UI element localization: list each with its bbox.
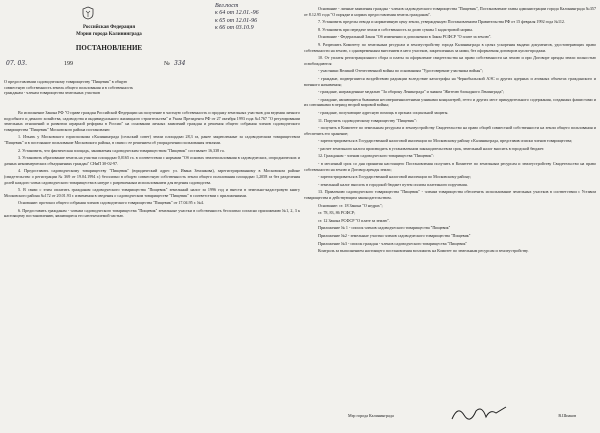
- number-label: №: [164, 61, 170, 68]
- paragraph: - земельный налог вносить в городской бюджет путем оплаты платежного поручения.: [318, 181, 468, 187]
- paragraph: 10. От уплаты регистрационного сбора и платы за оформление свидетельства на право собственности на землю и при Договоре аренды земли полностью освобождаются:: [304, 55, 596, 66]
- stamp-line: Вел.пост: [215, 3, 239, 9]
- paragraph: 1. Изъять у Московского горисполкома г.Калининграда (сельский совет) земли площадью 28,3 га, ранее закрепленные за садоводческим товариществом "Пищевик" и в постоянное пользование Московского района, в связи с ее решением об упорядочении пользования землями.: [4, 134, 300, 145]
- paragraph: Приложение № 1 - список членов садоводческого товарищества "Пищевик": [318, 225, 451, 231]
- paragraph: 6. Предоставить гражданам - членам садоводческого товарищества "Пищевик" земельные участки в собственность бесплатно согласно приложению №1, 2, 3 к настоящему постановлению, являющиеся его неотъемлемой частью.: [4, 207, 300, 219]
- paragraph: 4. Предоставить садоводческому товариществу "Пищевик" (юридический адрес ул. Ивана Землякова), зарегистрированному в Московском районе (свидетельство о регистрации № 369 от 19.04.1994 г.) бесплатно в общую совместную собственность земли общего пользования площадью 1,2058 га без разделения долей каждого члена садоводческого товарищества в натуре с разрешенным использованием для ведения садоводства.: [4, 168, 300, 185]
- paragraph: Основание: протокол общего собрания членов садоводческого товарищества "Пищевик" от 17.04.95 г. №4.: [18, 200, 204, 206]
- document-number: 334: [174, 60, 186, 68]
- paragraph: 5. В связи с этим оплатить гражданам садоводческого товарищества "Пищевик" земельный налог за 1996 год и внести в земельно-кадастровую книгу Московского района №172 от 20.01.93 г. изменения в сведения о садоводческом товариществе "Пищевик" в соответствии с приложениями.: [4, 187, 300, 198]
- paragraph: 3. Установить образование земель на участки площадью 0,0165 га. в соответствии с нормами "Об основах землепользования в садоводческих, огороднических и дачных некоммерческих объединениях граждан" СНиП 30-02-97.: [4, 155, 300, 166]
- paragraph: Во исполнение Закона РФ "О праве граждан Российской Федерации на получение в частную собственность и продажу земельных участков для ведения личного подсобного и дачного хозяйства, садоводства и индивидуального жилищного строительства" и Указа Президента РФ от 27 октября 1993 года №1767 "О регулировании земельных отношений и развитии аграрной реформы в России" на основании личных заявлений граждан и решения общего собрания членов садоводческого товарищества "Пищевик" Московского района постановляю:: [4, 109, 300, 132]
- paragraph: - получить в Комитете по земельным ресурсам и землеустройству Свидетельство на право общей совместной собственности на земли общего пользования и обеспечить его хранение;: [304, 125, 596, 136]
- paragraph: ст. 12 Закона РСФСР "О плате за землю".: [318, 217, 391, 223]
- paragraph: - зарегистрироваться в Государственной налоговой инспекции по Московскому району;: [318, 174, 471, 180]
- signature-scribble-icon: [450, 403, 508, 423]
- paragraph: 9. Разрешить Комитету по земельным ресурсам и землеустройству города Калининграда в целях ускорения выдачи документов, удостоверяющих право собственности на землю, с одновременным внесением в него участков, закрепленных за ними, без оформления договоров купли-продажи.: [304, 41, 596, 53]
- stamp-line: к 64 от 12.01.-96: [215, 10, 259, 17]
- stamp-line: к 66 от 03.10.9: [215, 25, 254, 32]
- left-column: [4, 6, 300, 429]
- paragraph: - граждане, награжденные медалью "За оборону Ленинграда" и знаком "Жителю блокадного Ленинграда";: [318, 89, 505, 95]
- year-suffix: 199: [64, 61, 73, 68]
- paragraph: - зарегистрироваться в Государственной налоговой инспекции по Московскому району г.Калининграда, представив списки членов товарищества;: [318, 138, 573, 144]
- paragraph: 7. Установить пределы отвода и нормативную цену земли, утвержденную Постановлением Правительства РФ от 15 февраля 1992 года №112.: [318, 19, 565, 25]
- document-date: 07. 03.: [6, 60, 27, 68]
- signature-block: [304, 403, 596, 423]
- paragraph: Приложение №3 - список граждан - членов садоводческого товарищества "Пищевик": [318, 240, 468, 246]
- paragraph: 12. Гражданам - членам садоводческого товарищества "Пищевик":: [318, 153, 435, 159]
- document-subject: О предоставлении садоводческому товариществу "Пищевик" в общую совместную собственность земель общего пользования и в собственность гражданам - членам товарищества земельных участков: [4, 79, 134, 96]
- paragraph: - в месячный срок со дня принятия настоящего Постановления получить в Комитете по земельным ресурсам и землеустройству Свидетельство на право собственности на землю и Договор аренды земли;: [304, 161, 596, 172]
- paragraph: - граждане, получающие адресную помощь в органах социальной защиты.: [318, 109, 449, 115]
- signer-role: Мэр города Калининграда: [348, 413, 394, 419]
- signer-name: В.Шпаков: [558, 413, 576, 419]
- paragraph: 8. Установить при передаче земли в собственность за долю суммы 1 кадастровой нормы.: [318, 26, 474, 32]
- paragraph: ст. 78, 83, 86 РСФСР;: [318, 210, 356, 216]
- paragraph: - расчет земельного налога производить в установленном законодательством срок, земельный налог вносить в городской бюджет.: [318, 145, 545, 151]
- paragraph: - граждане, являющиеся бывшими несовершеннолетними узниками концлагерей, гетто и других мест принудительного содержания, созданных фашистами и их союзниками в период второй мировой войны;: [304, 96, 596, 108]
- document-title: ПОСТАНОВЛЕНИЕ: [75, 43, 143, 52]
- paragraph: 2. Установить, что фактическая площадь, занимаемая садоводческим товариществом "Пищевик" составляет 16,338 га.: [18, 147, 225, 153]
- paragraph: Контроль за выполнением настоящего постановления возложить на Комитет по земельным ресурсам и землеустройству.: [318, 248, 529, 254]
- coat-of-arms-icon: [82, 6, 94, 20]
- paragraph: - участники Великой Отечественной войны по основаниям "Удостоверение участника войны";: [318, 68, 484, 74]
- stamp-line: к 65 от 12.01-96: [215, 17, 258, 24]
- paragraph: 11. Поручить садоводческому товариществу "Пищевик":: [318, 117, 417, 123]
- paragraph: Основание: ст. 18 Закона "О недрах";: [318, 202, 383, 208]
- header-country: Российская Федерация: [82, 24, 136, 30]
- paragraph: Приложение №2 - земельные участки членов садоводческого товарищества "Пищевик": [318, 233, 471, 238]
- paragraph: Основание - Федеральный Закон "Об изменении и дополнении в Закон РСФСР "О плате за землю".: [318, 34, 492, 40]
- paragraph: 13. Правлению садоводческого товарищества "Пищевик" - членам товарищества обеспечить использование земельных участков в соответствии с Уставом товарищества и действующим законодательством.: [304, 189, 596, 201]
- date-number-line: [4, 61, 300, 73]
- right-column: [304, 6, 596, 429]
- header-authority: Мэрия города Калининграда: [76, 31, 142, 37]
- paragraph: Основание - личные заявления граждан - членов садоводческого товарищества "Пищевик", Постановление главы администрации города Калининграда №357 от 8.12.95 года "О порядке и нормах предоставления земель гражданам".: [304, 6, 596, 17]
- paragraph: - граждане, подвергшиеся воздействию радиации вследствие катастрофы на Чернобыльской АЭС и других ядерных и атомных объектах гражданского и военного назначения;: [304, 75, 596, 87]
